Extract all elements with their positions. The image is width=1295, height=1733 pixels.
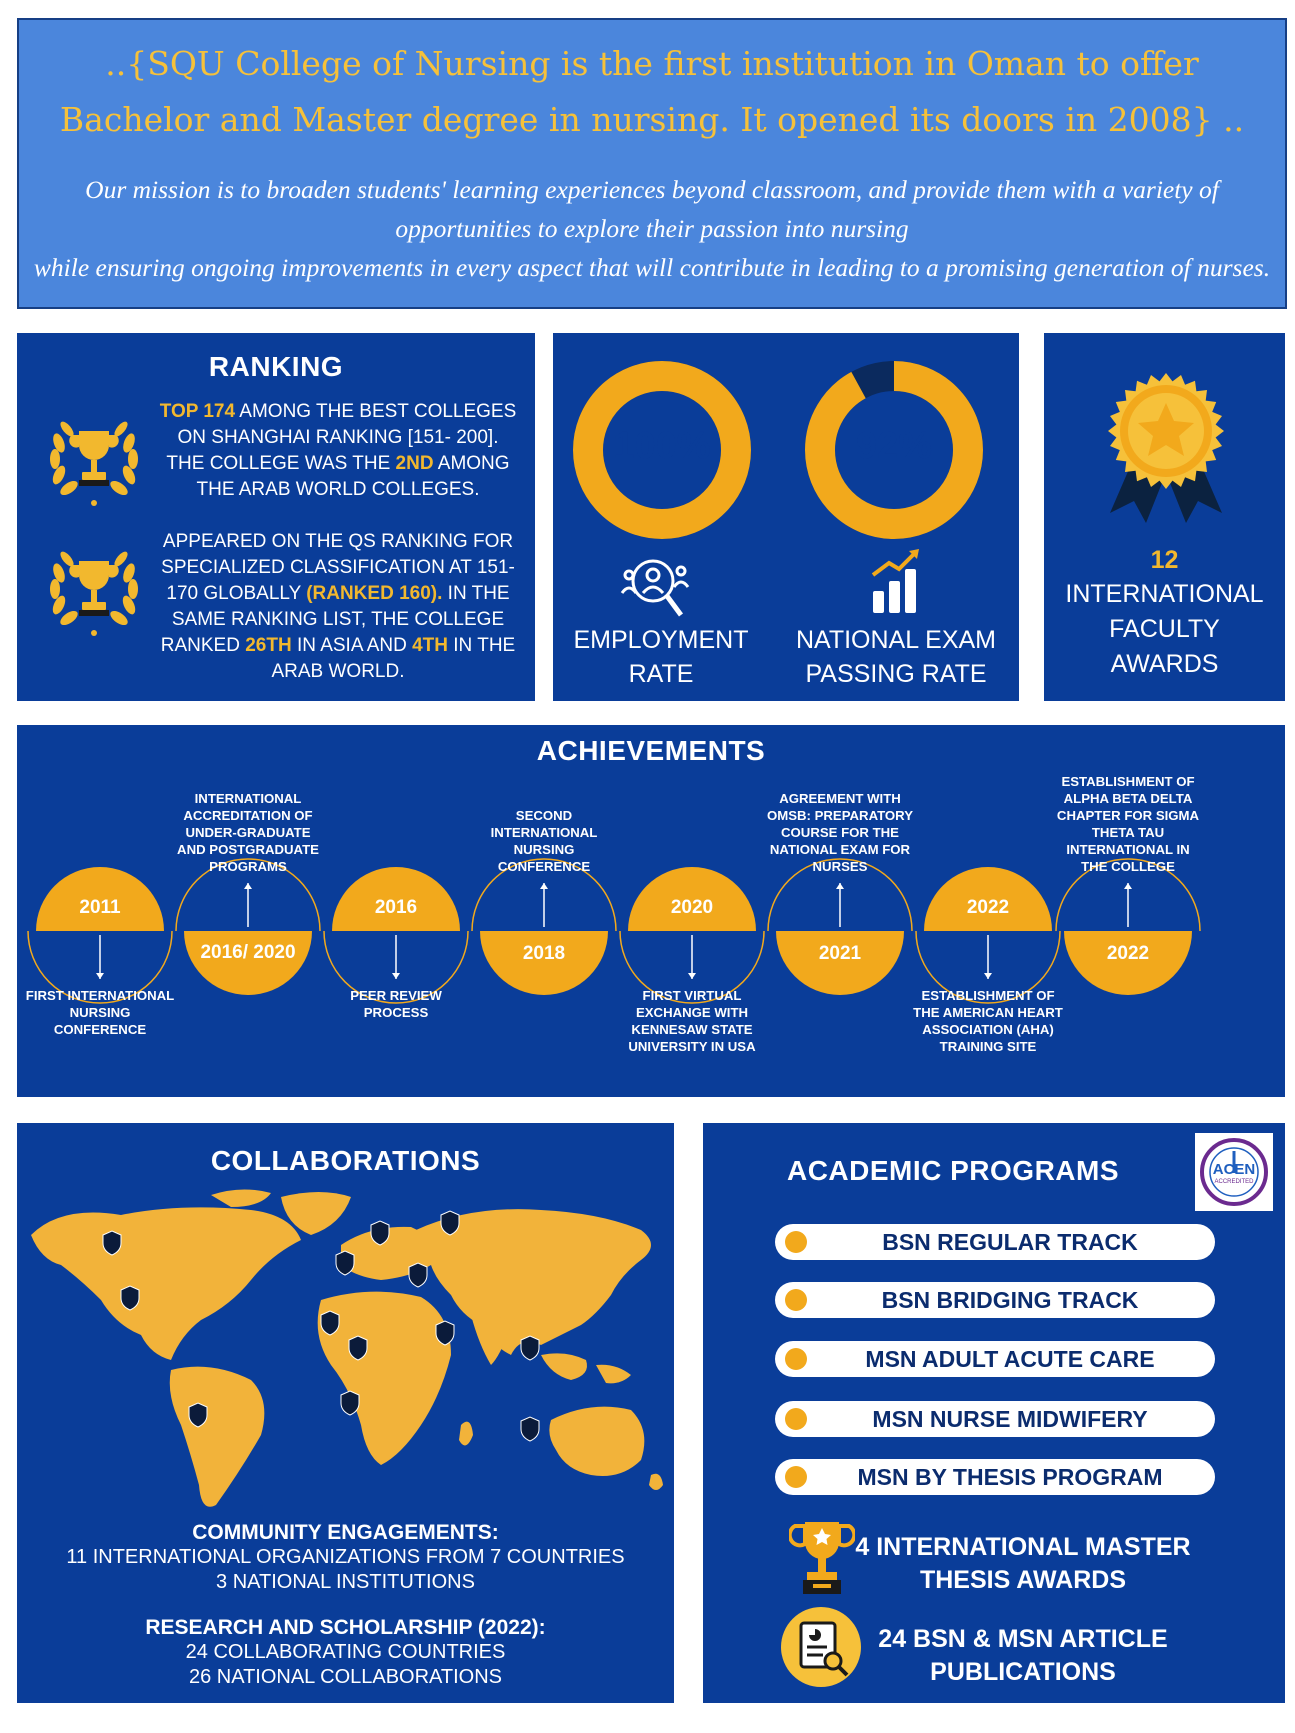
collaborations-panel [17,1123,674,1703]
programs-title: ACADEMIC PROGRAMS [786,1155,1120,1186]
label-line: INTERNATIONAL [1065,580,1264,608]
medal-ribbon-icon [1096,363,1236,523]
rank-text: AMONG THE BEST COLLEGES ON SHANGHAI RANKING [151- 200]. THE COLLEGE WAS THE [166,401,517,474]
arrow-head [836,883,844,889]
research-line-1: 24 COLLABORATING COUNTRIES [185,1641,506,1663]
banner-quote: ..{SQU College of Nursing is the first institution in Oman to offer Bachelor and Master degree in nursing. It opened its doors in 2008} .. [59,44,1245,139]
timeline-year: 2020 [670,897,714,918]
achievement-description: PEER REVIEW PROCESS [350,988,442,1020]
trophy-laurel-icon [39,403,149,513]
bullet-dot [785,1289,807,1311]
ranking-panel [17,333,535,701]
label-line: AWARDS [1110,650,1219,678]
shield-icon [409,1263,427,1287]
shield-icon [521,1336,539,1360]
intro-banner [17,18,1287,309]
program-item[interactable] [775,1341,1215,1377]
faculty-awards-count: 12 [1150,546,1179,574]
community-title: COMMUNITY ENGAGEMENTS: [192,1521,499,1544]
search-person-icon [619,553,699,623]
program-label: BSN REGULAR TRACK [882,1229,1138,1255]
thesis-awards [853,1531,1193,1597]
timeline-year: 2022 [1106,943,1150,964]
bullet-dot [785,1348,807,1370]
world-map-icon [21,1185,671,1515]
rank-text: IN ASIA AND [291,635,413,656]
timeline-year: 2021 [818,943,862,964]
banner-mission [25,170,1279,287]
rank-highlight: TOP 174 [159,401,236,422]
achievements-panel [17,725,1285,1097]
community-line-1: 11 INTERNATIONAL ORGANIZATIONS FROM 7 COUNTRIES [66,1546,625,1568]
timeline-year: 2018 [522,943,566,964]
achievement-description: FIRST INTERNATIONAL NURSING CONFERENCE [25,988,175,1037]
rank-text: APPEARED ON THE QS RANKING FOR SPECIALIZED CLASSIFICATION AT 151-170 GLOBALLY [161,531,515,604]
arrow-head [1124,883,1132,889]
ranking-item-shanghai [157,399,519,503]
rank-highlight: 26TH [245,635,292,656]
collaborations-title: COLLABORATIONS [210,1145,481,1176]
community-line-2: 3 NATIONAL INSTITUTIONS [216,1571,475,1593]
acen-badge-sub: ACCREDITED [1214,1179,1254,1185]
trophy-icon [789,1518,855,1598]
achievement-description: ESTABLISHMENT OF THE AMERICAN HEART ASSOCIATION (AHA) TRAINING SITE [913,988,1063,1054]
ranking-item-qs [157,529,519,685]
arrow-head [392,973,400,979]
rank-highlight: 2ND [395,453,434,474]
mission-text-1: Our mission is to broaden students' learning experiences beyond classroom, and provide them with a variety of opportunities to explore their passion into nursing [85,175,1219,243]
achievement-description: ESTABLISHMENT OF ALPHA BETA DELTA CHAPTER FOR SIGMA THETA TAU INTERNATIONAL IN THE COLLEGE [1056,774,1200,874]
arrow-head [984,973,992,979]
employment-rate-label [553,623,769,691]
acen-badge-text: ACEN [1212,1161,1256,1178]
arrow-head [688,973,696,979]
article-publications [853,1623,1193,1689]
timeline-year: 2016 [374,897,418,918]
bullet-dot [785,1408,807,1430]
mission-text-2: while ensuring ongoing improvements in every aspect that will contribute in leading to a promising generation of nurses. [33,253,1271,282]
rank-text: IN THE SAME RANKING LIST, THE COLLEGE RANKED [160,583,510,656]
timeline-year: 2016/ 2020 [200,942,296,963]
timeline-year: 2011 [79,897,121,918]
label-line: 24 BSN & MSN ARTICLE [878,1625,1168,1653]
achievement-description: SECOND INTERNATIONAL NURSING CONFERENCE [490,808,598,874]
label-line: FACULTY [1109,615,1220,643]
achievement-description: FIRST VIRTUAL EXCHANGE WITH KENNESAW STATE UNIVERSITY IN USA [628,988,756,1054]
exam-rate-value: 92% [855,425,933,467]
program-item[interactable] [775,1401,1215,1437]
report-search-icon [779,1605,863,1689]
program-label: MSN ADULT ACUTE CARE [865,1346,1155,1372]
arrow-head [96,973,104,979]
program-label: MSN BY THESIS PROGRAM [857,1464,1163,1490]
rank-highlight: (RANKED 160). [306,583,443,604]
bullet-dot [785,1466,807,1488]
arrow-head [540,883,548,889]
achievement-description: INTERNATIONAL ACCREDITATION OF UNDER-GRADUATE AND POSTGRADUATE PROGRAMS [177,791,319,874]
growth-chart-icon [869,545,929,615]
shield-icon [521,1417,539,1441]
rates-panel [553,333,1019,701]
rank-text: AMONG THE ARAB WORLD COLLEGES. [196,453,510,500]
label-line: PASSING RATE [805,660,987,688]
trophy-laurel-icon [39,533,149,643]
rank-highlight: 4TH [412,635,448,656]
faculty-awards-label [1044,577,1285,682]
program-item[interactable] [775,1224,1215,1260]
arrow-head [244,883,252,889]
acen-badge [1195,1133,1273,1211]
shield-icon [341,1391,359,1415]
label-line: THESIS AWARDS [919,1566,1127,1594]
label-line: PUBLICATIONS [930,1658,1116,1686]
bullet-dot [785,1231,807,1253]
label-line: NATIONAL EXAM [795,626,997,654]
academic-programs-panel [703,1123,1285,1703]
research-title: RESEARCH AND SCHOLARSHIP (2022): [145,1616,546,1639]
faculty-awards-panel [1044,333,1285,701]
program-label: BSN BRIDGING TRACK [881,1287,1139,1313]
label-line: EMPLOYMENT [573,626,749,654]
program-item[interactable] [775,1282,1215,1318]
ranking-title: RANKING [208,351,344,382]
employment-rate-value: 100% [613,425,711,467]
label-line: RATE [628,660,694,688]
label-line: 4 INTERNATIONAL MASTER [855,1533,1191,1561]
rank-text: IN THE ARAB WORLD. [271,635,516,682]
research-line-2: 26 NATIONAL COLLABORATIONS [188,1666,503,1688]
timeline-year: 2022 [966,897,1010,918]
exam-rate-label [773,623,1019,691]
achievement-description: AGREEMENT WITH OMSB: PREPARATORY COURSE FOR THE NATIONAL EXAM FOR NURSES [766,791,914,874]
program-item[interactable] [775,1459,1215,1495]
achievements-title: ACHIEVEMENTS [536,735,766,766]
program-label: MSN NURSE MIDWIFERY [872,1406,1148,1432]
